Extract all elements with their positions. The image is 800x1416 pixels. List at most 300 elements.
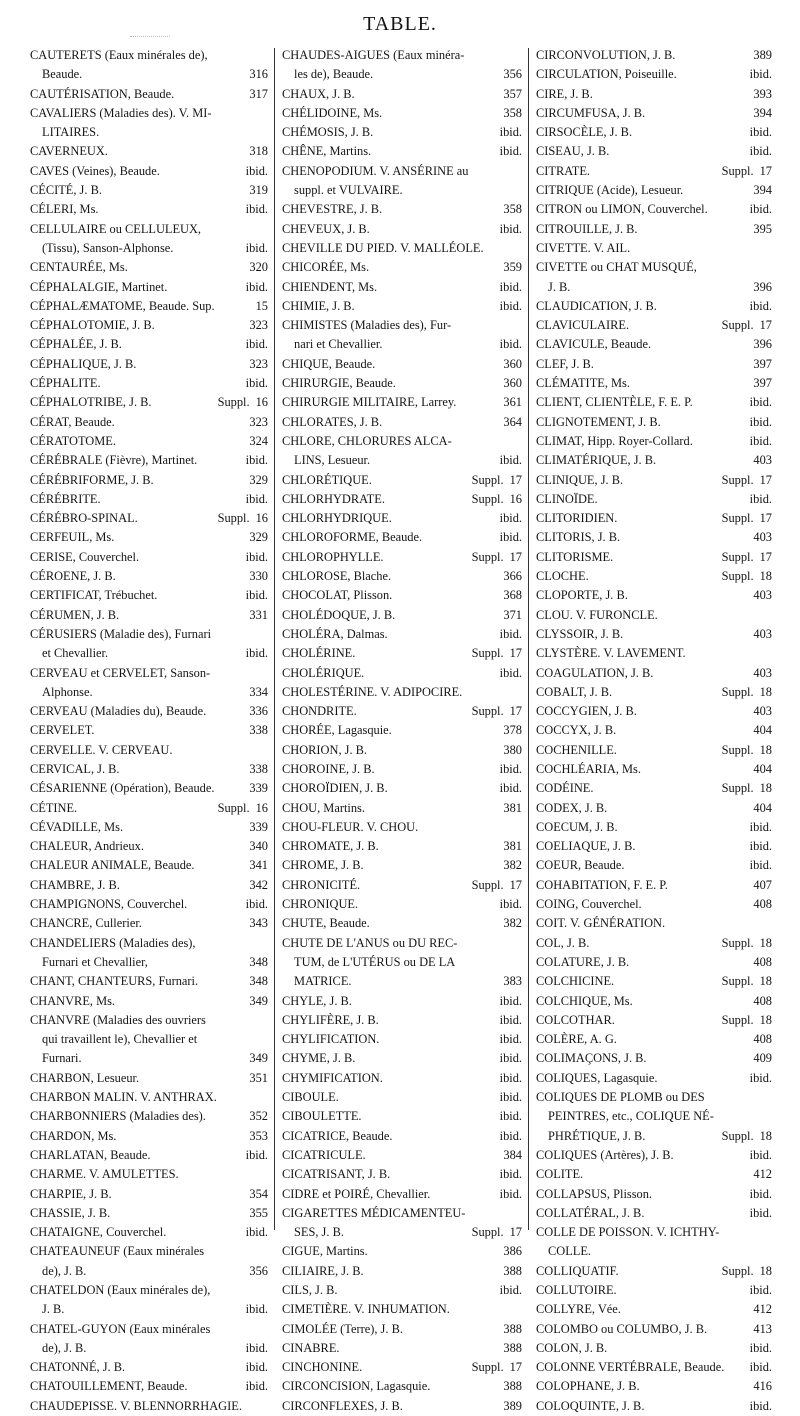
index-entry (30, 1127, 268, 1146)
page-number: ibid. (499, 1167, 522, 1182)
index-entry (536, 316, 772, 335)
entry-text: CÉTINE. (30, 800, 78, 815)
page-number: 386 (503, 1244, 522, 1259)
entry-locator (753, 586, 772, 605)
index-entry (30, 1011, 268, 1030)
entry-text: CERISE, Couverchel. (30, 549, 140, 564)
entry-text: CAVERNEUX. (30, 144, 108, 159)
index-entry (536, 1011, 772, 1030)
entry-text: CÉPHALITE. (30, 376, 101, 391)
supplement-ref: Suppl. (721, 511, 754, 526)
entry-text: CLOPORTE, J. B. (536, 588, 628, 603)
entry-locator (503, 413, 522, 432)
entry-locator (750, 1146, 772, 1165)
index-entry (30, 644, 268, 663)
entry-text: CILS, J. B. (282, 1283, 338, 1297)
index-entry (282, 1339, 522, 1358)
entry-text: CHUTE DE L'ANUS ou DU REC- (282, 935, 458, 950)
index-entry (30, 837, 268, 856)
entry-locator (249, 837, 268, 856)
entry-locator (472, 1223, 522, 1242)
entry-text: COLATURE, J. B. (536, 954, 630, 969)
page-number: 336 (249, 704, 268, 719)
entry-locator (249, 413, 268, 432)
entry-locator (249, 1185, 268, 1204)
page-number: 329 (249, 530, 268, 545)
page-number: 16 (255, 395, 268, 410)
entry-text: CHLOROPHYLLE. (282, 549, 384, 564)
index-entry (30, 181, 268, 200)
page-number: ibid. (749, 1398, 772, 1413)
index-entry (282, 567, 522, 586)
index-entry (536, 181, 772, 200)
page-number: 17 (509, 1225, 522, 1240)
page-number: 397 (753, 376, 772, 391)
supplement-ref: Suppl. (471, 704, 504, 719)
index-entry (30, 779, 268, 798)
page-number: 395 (753, 221, 772, 236)
entry-text: CHANVRE (Maladies des ouvriers (30, 1012, 206, 1027)
index-entry (282, 316, 522, 335)
page-number: ibid. (499, 1128, 522, 1143)
entry-locator (500, 509, 522, 528)
index-entry (536, 741, 772, 760)
index-entry (30, 721, 268, 740)
index-entry (536, 451, 772, 470)
page-number: 348 (249, 954, 268, 969)
page-number: 18 (759, 684, 772, 699)
entry-text: CHOROINE, J. B. (282, 761, 375, 776)
page-number: 334 (249, 684, 268, 699)
entry-locator (472, 876, 522, 895)
page-number: ibid. (245, 1340, 268, 1355)
entry-text: COLLE DE POISSON. V. ICHTHY- (536, 1225, 720, 1240)
index-entry (282, 779, 522, 798)
entry-text: CHAUDES-AIGUES (Eaux minéra- (282, 48, 465, 62)
index-entry (282, 413, 522, 432)
entry-locator (750, 837, 772, 856)
entry-text: CHUTE, Beaude. (282, 916, 370, 931)
entry-text: COLOQUINTE, J. B. (536, 1398, 645, 1413)
entry-locator (503, 1242, 522, 1261)
entry-locator (246, 490, 268, 509)
index-entry (282, 1281, 522, 1300)
entry-locator (503, 837, 522, 856)
index-entry (282, 374, 522, 393)
entry-locator (753, 876, 772, 895)
supplement-ref: Suppl. (217, 800, 250, 815)
entry-text: CHYLIFÈRE, J. B. (282, 1012, 379, 1027)
entry-locator (246, 1146, 268, 1165)
index-entry (282, 490, 522, 509)
entry-text: CÉRÉBRO-SPINAL. (30, 511, 138, 526)
entry-text: CHATOUILLEMENT, Beaude. (30, 1379, 188, 1394)
entry-text: de), J. B. (42, 1263, 87, 1278)
page-number: 17 (509, 646, 522, 661)
entry-locator (753, 625, 772, 644)
entry-text: CHYME, J. B. (282, 1051, 356, 1066)
index-entry (282, 1358, 522, 1377)
page-number: 394 (753, 183, 772, 198)
entry-locator (249, 606, 268, 625)
entry-locator (753, 702, 772, 721)
entry-text: CITRON ou LIMON, Couverchel. (536, 202, 708, 217)
entry-locator (722, 683, 772, 702)
index-entry (282, 702, 522, 721)
index-entry (282, 1088, 522, 1107)
entry-text: COLCOTHAR. (536, 1012, 615, 1027)
entry-text: CHRONICITÉ. (282, 877, 361, 892)
page-number: ibid. (245, 491, 268, 506)
entry-locator (503, 1377, 522, 1396)
entry-locator (753, 451, 772, 470)
page-number: 342 (249, 877, 268, 892)
index-entry (536, 1262, 772, 1281)
index-entry (282, 606, 522, 625)
entry-text: CHRONIQUE. (282, 897, 359, 912)
entry-text: CHATEAUNEUF (Eaux minérales (30, 1244, 205, 1259)
entry-text: CODÉINE. (536, 781, 594, 796)
entry-text: CHENOPODIUM. V. ANSÉRINE au (282, 163, 469, 178)
index-entry (536, 992, 772, 1011)
entry-locator (722, 779, 772, 798)
entry-text: CLITORIS, J. B. (536, 530, 621, 545)
page-number: ibid. (245, 337, 268, 352)
page-number: 323 (249, 318, 268, 333)
entry-text: CHORION, J. B. (282, 742, 368, 757)
entry-text: nari et Chevallier. (294, 337, 383, 352)
entry-text: CITRIQUE (Acide), Lesueur. (536, 183, 684, 198)
entry-text: LITAIRES. (42, 125, 100, 140)
entry-locator (503, 1397, 522, 1416)
page-number: 404 (753, 723, 772, 738)
entry-locator (246, 239, 268, 258)
page-number: 17 (509, 877, 522, 892)
index-entry (282, 181, 522, 200)
entry-locator (753, 760, 772, 779)
index-entry (30, 65, 268, 84)
entry-locator (246, 335, 268, 354)
entry-text: CÉRÉBRIFORME, J. B. (30, 472, 154, 487)
page-number: ibid. (245, 1302, 268, 1317)
entry-locator (500, 1088, 522, 1107)
entry-text: Furnari et Chevallier, (42, 954, 148, 969)
entry-text: CHONDRITE. (282, 704, 357, 719)
index-entry (536, 914, 772, 933)
entry-locator (246, 1377, 268, 1396)
entry-text: CHÉMOSIS, J. B. (282, 125, 374, 140)
page-number: 397 (753, 356, 772, 371)
page-number: ibid. (749, 858, 772, 873)
index-entry (536, 1185, 772, 1204)
entry-text: CIBOULETTE. (282, 1109, 362, 1124)
index-entry (30, 451, 268, 470)
index-entry (536, 1049, 772, 1068)
entry-locator (753, 953, 772, 972)
entry-text: CHOCOLAT, Plisson. (282, 588, 393, 603)
entry-text: CÉCITÉ, J. B. (30, 183, 102, 198)
entry-locator (753, 85, 772, 104)
entry-text: CÉPHALOTOMIE, J. B. (30, 318, 155, 333)
entry-text: CHARPIE, J. B. (30, 1186, 112, 1201)
entry-locator (503, 258, 522, 277)
entry-locator (753, 181, 772, 200)
page-number: ibid. (749, 298, 772, 313)
entry-text: CLIGNOTEMENT, J. B. (536, 414, 661, 429)
entry-locator (249, 914, 268, 933)
entry-text: CERVEAU (Maladies du), Beaude. (30, 704, 207, 719)
entry-text: CIBOULE. (282, 1090, 339, 1105)
entry-locator (249, 856, 268, 875)
index-entry (282, 432, 522, 451)
page-number: ibid. (749, 1360, 772, 1375)
index-entry (536, 1397, 772, 1416)
index-entry (536, 972, 772, 991)
page-number: 409 (753, 1051, 772, 1066)
index-entry (282, 721, 522, 740)
page-number: 317 (249, 86, 268, 101)
entry-locator (503, 355, 522, 374)
index-entry (30, 1397, 268, 1416)
index-entry (282, 123, 522, 142)
index-column-3 (536, 46, 772, 1416)
page-number: ibid. (245, 240, 268, 255)
index-entry (30, 972, 268, 991)
index-entry (282, 914, 522, 933)
index-entry (536, 65, 772, 84)
entry-text: CELLULAIRE ou CELLULEUX, (30, 221, 202, 236)
entry-text: CLIENT, CLIENTÈLE, F. E. P. (536, 395, 693, 410)
entry-text: CIMOLÉE (Terre), J. B. (282, 1321, 403, 1336)
index-entry (282, 355, 522, 374)
entry-text: CHOU, Martins. (282, 800, 365, 815)
entry-text: CHOLÉRIQUE. (282, 665, 365, 680)
index-entry (536, 606, 772, 625)
index-entry (282, 625, 522, 644)
entry-locator (750, 1204, 772, 1223)
index-entry (30, 509, 268, 528)
index-entry (282, 509, 522, 528)
entry-text: CHATAIGNE, Couverchel. (30, 1225, 167, 1240)
index-entry (282, 856, 522, 875)
entry-text: COHABITATION, F. E. P. (536, 877, 668, 892)
entry-text: CHLORE, CHLORURES ALCA- (282, 433, 452, 448)
entry-text: COLÈRE, A. G. (536, 1032, 617, 1047)
index-entry (282, 1165, 522, 1184)
entry-text: COLLE. (548, 1244, 592, 1259)
index-entry (30, 760, 268, 779)
index-entry (282, 1011, 522, 1030)
supplement-ref: Suppl. (721, 318, 754, 333)
index-entry (536, 413, 772, 432)
index-column-1 (30, 46, 268, 1416)
entry-locator (753, 278, 772, 297)
index-entry (30, 1204, 268, 1223)
index-entry (30, 702, 268, 721)
page-number: 338 (249, 761, 268, 776)
entry-text: CHLOROFORME, Beaude. (282, 530, 423, 545)
entry-locator (218, 393, 268, 412)
entry-text: CHROMATE, J. B. (282, 839, 379, 854)
supplement-ref: Suppl. (471, 549, 504, 564)
entry-text: CHICORÉE, Ms. (282, 260, 370, 275)
page-number: ibid. (499, 221, 522, 236)
index-entry (282, 760, 522, 779)
entry-locator (472, 548, 522, 567)
index-entry (30, 1358, 268, 1377)
index-column-2 (282, 46, 522, 1416)
entry-locator (472, 1358, 522, 1377)
page-number: ibid. (245, 588, 268, 603)
supplement-ref: Suppl. (471, 646, 504, 661)
index-entry (282, 1185, 522, 1204)
entry-text: CIDRE et POIRÉ, Chevallier. (282, 1186, 431, 1201)
entry-text: CERVELLE. V. CERVEAU. (30, 742, 173, 757)
entry-text: CIRSOCÈLE, J. B. (536, 125, 633, 140)
index-entry (282, 142, 522, 161)
entry-text: CHANCRE, Cullerier. (30, 916, 142, 931)
entry-text: suppl. et VULVAIRE. (294, 183, 403, 198)
page-number: 18 (759, 935, 772, 950)
page-number: 368 (503, 588, 522, 603)
entry-locator (503, 1146, 522, 1165)
entry-text: CHLOROSE, Blache. (282, 569, 392, 584)
entry-text: CHIQUE, Beaude. (282, 356, 376, 371)
index-entry (282, 1320, 522, 1339)
page-number: ibid. (749, 67, 772, 82)
entry-locator (503, 393, 522, 412)
entry-text: Beaude. (42, 67, 83, 82)
entry-locator (750, 1339, 772, 1358)
entry-text: COEUR, Beaude. (536, 858, 625, 873)
page-number: ibid. (499, 1032, 522, 1047)
entry-text: COAGULATION, J. B. (536, 665, 654, 680)
page-number: 343 (249, 916, 268, 931)
page-number: 378 (503, 723, 522, 738)
index-entry (30, 1088, 268, 1107)
entry-locator (500, 760, 522, 779)
entry-text: MATRICE. (294, 974, 352, 989)
index-entry (536, 123, 772, 142)
index-entry (282, 1146, 522, 1165)
entry-text: CHARME. V. AMULETTES. (30, 1167, 179, 1182)
page-number: 17 (759, 318, 772, 333)
entry-text: CHATEL-GUYON (Eaux minérales (30, 1321, 211, 1336)
page-number: 17 (509, 472, 522, 487)
entry-locator (750, 413, 772, 432)
index-entry (30, 200, 268, 219)
entry-locator (753, 220, 772, 239)
page-number: ibid. (245, 453, 268, 468)
entry-text: CLINOÏDE. (536, 491, 598, 506)
page-number: 384 (503, 1147, 522, 1162)
page-number: ibid. (499, 144, 522, 159)
entry-text: CHANDELIERS (Maladies des), (30, 935, 196, 950)
index-entry (536, 393, 772, 412)
entry-locator (249, 1262, 268, 1281)
entry-text: CLIMAT, Hipp. Royer-Collard. (536, 433, 693, 448)
entry-text: CÉPHALÆMATOME, Beaude. Sup. (30, 298, 215, 313)
index-entry (282, 65, 522, 84)
index-entry (536, 721, 772, 740)
page-number: ibid. (245, 646, 268, 661)
entry-locator (503, 374, 522, 393)
page-number: 403 (753, 704, 772, 719)
page-number: 407 (753, 877, 772, 892)
supplement-ref: Suppl. (721, 1128, 754, 1143)
entry-locator (753, 335, 772, 354)
entry-text: COIT. V. GÉNÉRATION. (536, 916, 666, 931)
entry-text: CLYSSOIR, J. B. (536, 626, 624, 641)
page-number: ibid. (749, 1205, 772, 1220)
index-entry (30, 1049, 268, 1068)
page-number: 331 (249, 607, 268, 622)
entry-text: CHEVILLE DU PIED. V. MALLÉOLE. (282, 240, 484, 255)
entry-locator (722, 162, 772, 181)
entry-locator (500, 1165, 522, 1184)
supplement-ref: Suppl. (721, 974, 754, 989)
entry-text: CHOLESTÉRINE. V. ADIPOCIRE. (282, 684, 463, 699)
entry-locator (722, 1262, 772, 1281)
entry-text: COCHLÉARIA, Ms. (536, 761, 641, 776)
entry-text: COLITE. (536, 1167, 584, 1182)
entry-locator (246, 548, 268, 567)
page-number: 341 (249, 858, 268, 873)
entry-text: CLAVICULAIRE. (536, 318, 630, 333)
entry-locator (500, 1030, 522, 1049)
index-entry (536, 1339, 772, 1358)
entry-text: COLLUTOIRE. (536, 1283, 617, 1297)
entry-text: COELIAQUE, J. B. (536, 839, 636, 854)
page-number: 388 (503, 1321, 522, 1336)
entry-text: CLAUDICATION, J. B. (536, 298, 657, 313)
entry-text: CLÉMATITE, Ms. (536, 376, 630, 391)
page-number: 408 (753, 954, 772, 969)
entry-locator (246, 895, 268, 914)
entry-text: CÉLERI, Ms. (30, 202, 99, 217)
page-number: ibid. (499, 279, 522, 294)
entry-text: CIRCULATION, Poiseuille. (536, 67, 677, 82)
page-number: 382 (503, 858, 522, 873)
entry-locator (503, 586, 522, 605)
page-number: 18 (759, 781, 772, 796)
index-entry (536, 1320, 772, 1339)
index-entry (536, 1069, 772, 1088)
entry-locator (722, 1127, 772, 1146)
entry-locator (249, 702, 268, 721)
index-entry (536, 1088, 772, 1107)
entry-locator (249, 760, 268, 779)
entry-text: COCHENILLE. (536, 742, 617, 757)
entry-locator (249, 1107, 268, 1126)
page-number: ibid. (499, 530, 522, 545)
page-number: 380 (503, 742, 522, 757)
entry-text: CIRCONVOLUTION, J. B. (536, 48, 676, 62)
page-number: 318 (249, 144, 268, 159)
page-number: ibid. (245, 279, 268, 294)
entry-text: CIMETIÈRE. V. INHUMATION. (282, 1302, 450, 1317)
page-number: 320 (249, 260, 268, 275)
page-number: 360 (503, 356, 522, 371)
index-entry (536, 664, 772, 683)
index-entry (30, 297, 268, 316)
page-number: ibid. (749, 414, 772, 429)
index-entry (282, 953, 522, 972)
entry-text: CERVEAU et CERVELET, Sanson- (30, 665, 211, 680)
page-number: ibid. (499, 125, 522, 140)
index-entry (282, 972, 522, 991)
page-number: 412 (753, 1167, 772, 1182)
